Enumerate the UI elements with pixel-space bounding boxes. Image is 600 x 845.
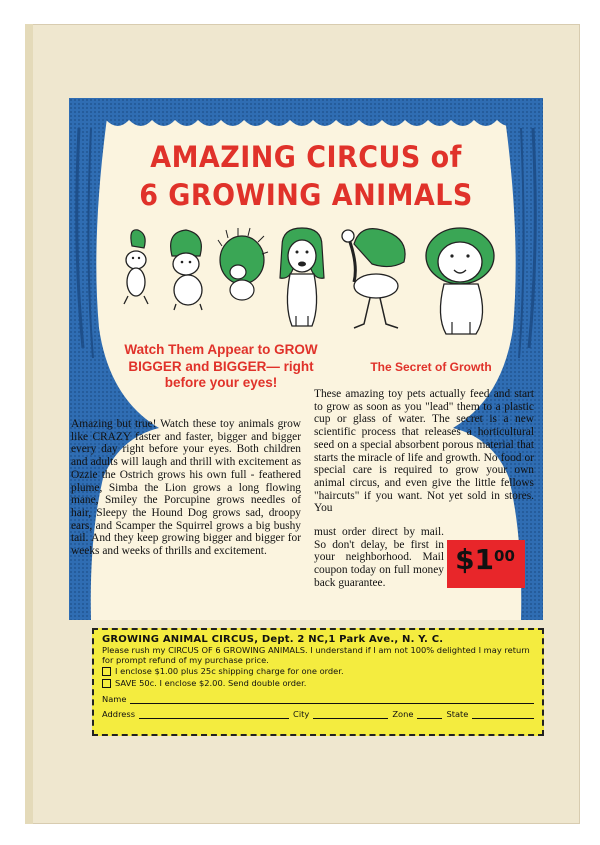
double-order-checkbox[interactable] [102,679,111,688]
address-field-row [102,709,534,719]
double-order-label: SAVE 50c. I enclose $2.00. Send double order. [115,678,307,688]
page-binding-edge [25,24,33,824]
price-tag [447,540,525,588]
secret-of-growth-subheading: The Secret of Growth [370,360,492,374]
porcupine-figure [218,228,268,300]
single-order-checkbox[interactable] [102,667,111,676]
coupon-option-single[interactable] [102,665,534,677]
address-field[interactable] [139,709,289,719]
bear-figure [171,230,202,310]
body-text-left-column: Amazing but true! Watch these toy animals grow like CRAZY faster and faster, bigger and bigger every day right before your eyes. Both children and adults will laugh and thrill with excitement as Ozzie the Ostrich grows his own full - feathered plume, Simba the Lion grows a long flowing mane, Smiley the Porcupine grows needles of hair, Sleepy the Hound Dog grows sad, droopy ears, and Scamper the Squirrel grows a big bushy tail. And they keep growing bigger and bigger for weeks and weeks of thrills and excitement. [71,418,301,558]
hound-dog-figure [280,228,324,326]
advertisement-panel [69,98,543,620]
city-field[interactable] [313,709,388,719]
single-order-label: I enclose $1.00 plus 25c shipping charge for one order. [115,666,344,676]
state-label: State [446,709,469,719]
order-coupon [92,628,544,736]
coupon-option-double[interactable] [102,677,534,689]
headline-line-1: AMAZING CIRCUS of [150,140,462,174]
state-field[interactable] [472,709,534,719]
animal-illustrations [114,226,504,338]
zone-field[interactable] [417,709,442,719]
name-field[interactable] [130,694,534,704]
watch-them-subheading: Watch Them Appear to GROW BIGGER and BIGGER— right before your eyes! [124,342,318,390]
body-text-order-direct: must order direct by mail. So don't delay, be first in your neighborhood. Mail coupon today on full money back guarantee. [314,526,444,589]
price-cents: 00 [494,547,515,565]
body-text-right-column: These amazing toy pets actually feed and start to grow as soon as you "lead" them to a plastic cup or glass of water. The secret is a new scientific process that releases a horticultural seed on a special absorbent porous material that starts the miracle of life and growth. No food or special care is required to grow your own animal circus, and even give the little fellows "haircuts" if you want. Not yet sold in stores. You [314,388,534,515]
ostrich-figure [342,229,405,328]
name-label: Name [102,694,127,704]
address-label: Address [102,709,136,719]
name-field-row [102,694,534,704]
lion-figure [426,228,494,334]
price-dollars: $1 [455,543,495,576]
headline-line-2: 6 GROWING ANIMALS [139,178,473,212]
squirrel-figure [124,230,148,304]
coupon-instructions: Please rush my CIRCUS OF 6 GROWING ANIMALS. I understand if I am not 100% delighted I may return for prompt refund of my purchase price. [102,645,530,665]
zone-label: Zone [392,709,414,719]
city-label: City [293,709,310,719]
coupon-title: GROWING ANIMAL CIRCUS, Dept. 2 NC,1 Park Ave., N. Y. C. [102,634,444,645]
